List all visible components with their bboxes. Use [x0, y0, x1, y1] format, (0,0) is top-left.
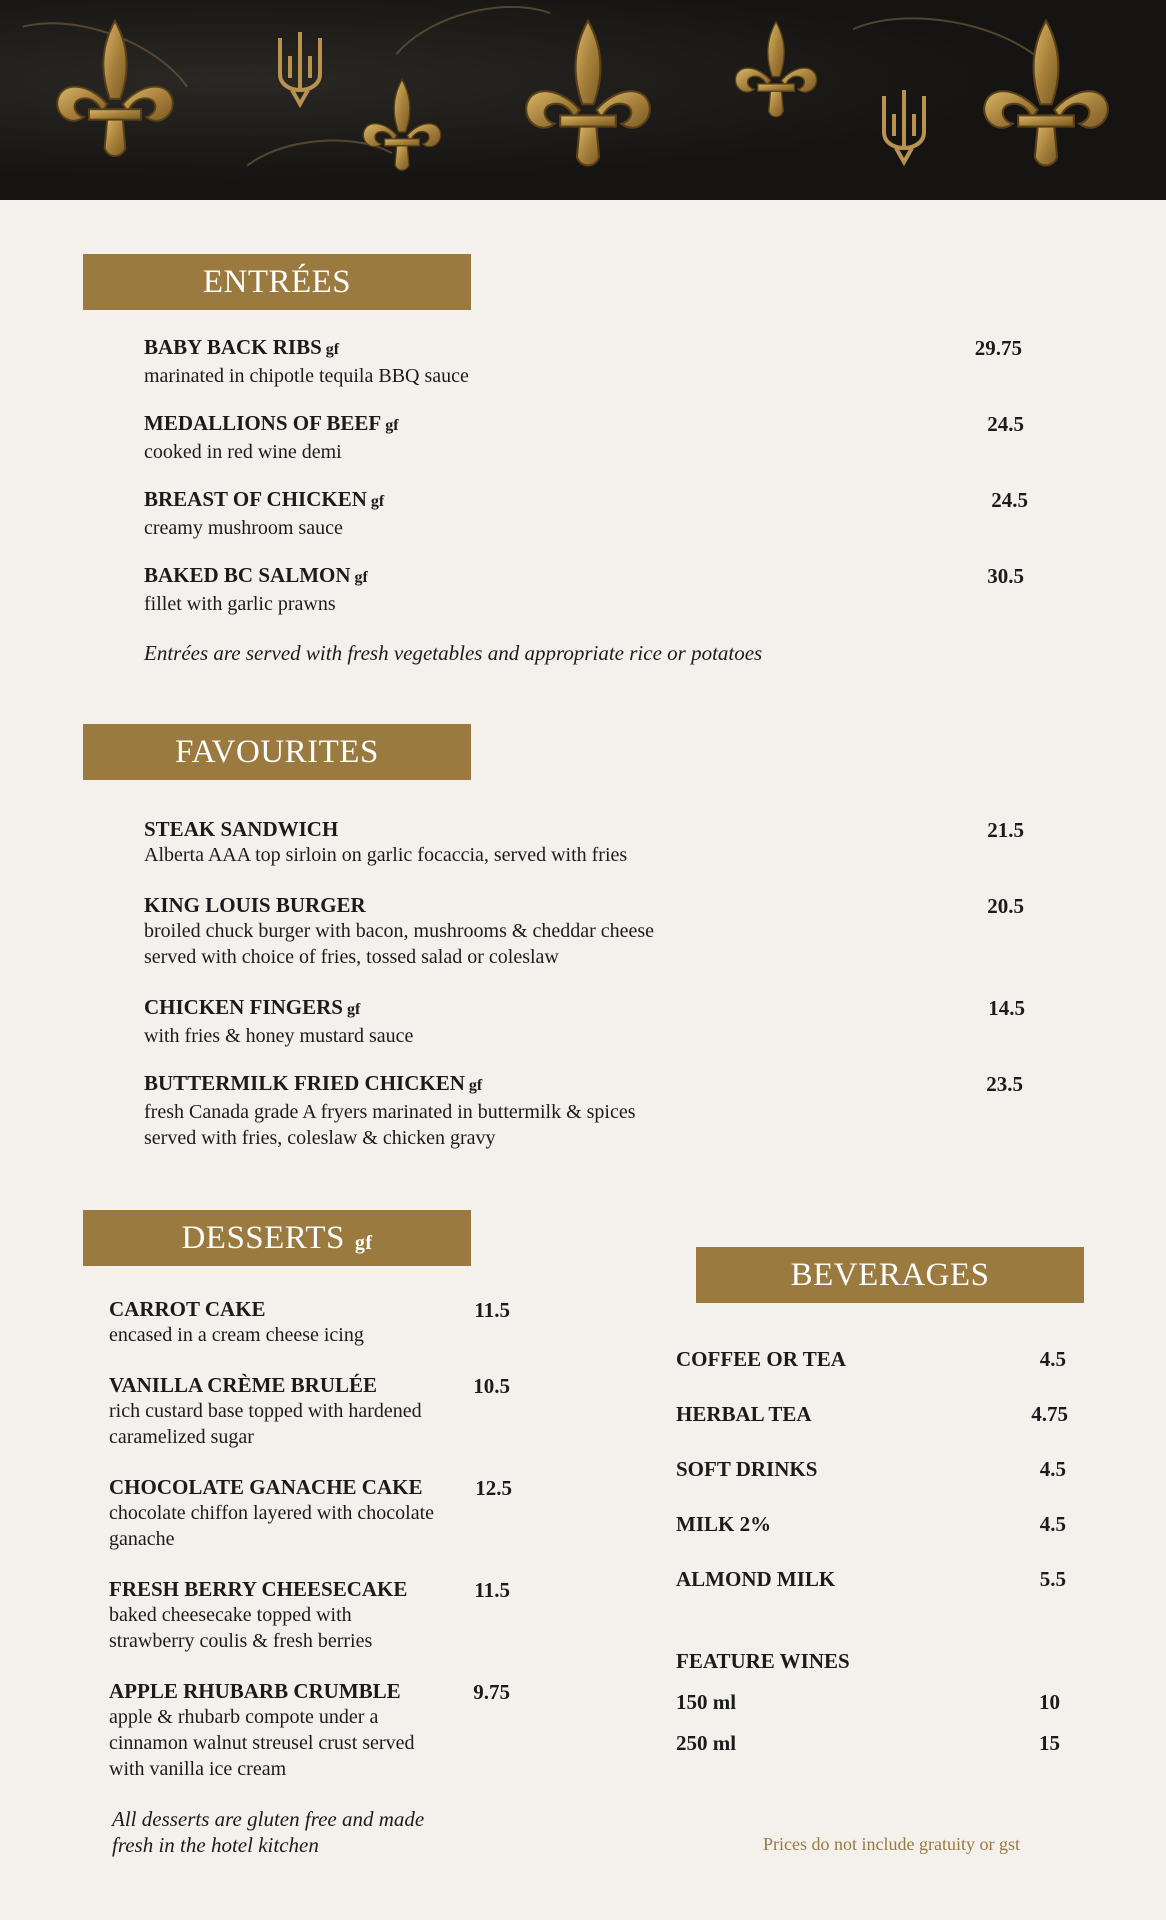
item-description: caramelized sugar [109, 1426, 254, 1448]
beverage-name: COFFEE OR TEA [676, 1347, 846, 1371]
item-price: 14.5 [988, 996, 1025, 1020]
feature-wines-title: FEATURE WINES [676, 1649, 850, 1673]
item-name: STEAK SANDWICH [144, 817, 339, 841]
menu-item [144, 892, 904, 970]
menu-item [109, 1576, 489, 1654]
beverage-name: ALMOND MILK [676, 1567, 836, 1591]
desserts-header [83, 1210, 471, 1266]
fleur-de-lis-icon [976, 18, 1116, 178]
menu-item [144, 994, 904, 1049]
item-description: cinnamon walnut streusel crust served [109, 1732, 415, 1754]
item-description: served with fries, coleslaw & chicken gravy [144, 1127, 496, 1149]
item-price: 23.5 [986, 1072, 1023, 1096]
beverage-name: SOFT DRINKS [676, 1457, 818, 1481]
wine-price: 15 [1039, 1731, 1060, 1755]
gf-tag: gf [385, 417, 399, 434]
item-name: KING LOUIS BURGER [144, 893, 366, 917]
beverage-price: 4.5 [1039, 1512, 1066, 1536]
beverage-price: 5.5 [1039, 1567, 1066, 1591]
item-description: creamy mushroom sauce [144, 517, 343, 539]
item-description: strawberry coulis & fresh berries [109, 1630, 373, 1652]
menu-item [144, 562, 844, 617]
menu-item [144, 1070, 904, 1151]
fleur-de-lis-icon [726, 20, 826, 125]
item-name: VANILLA CRÈME BRULÉE [109, 1373, 378, 1397]
item-price: 29.75 [974, 336, 1022, 360]
beverage-price: 4.5 [1039, 1347, 1066, 1371]
trident-icon [872, 86, 936, 166]
fleur-de-lis-icon [50, 18, 180, 168]
entrees-header [83, 254, 471, 310]
item-name: CARROT CAKE [109, 1297, 266, 1321]
fleur-de-lis-icon [518, 18, 658, 178]
item-description: encased in a cream cheese icing [109, 1324, 364, 1346]
item-description: chocolate chiffon layered with chocolate [109, 1502, 435, 1524]
item-price: 11.5 [474, 1298, 510, 1322]
menu-item [109, 1678, 489, 1782]
item-description: apple & rhubarb compote under a [109, 1706, 379, 1728]
fleur-de-lis-icon [352, 78, 452, 178]
item-description: cooked in red wine demi [144, 441, 342, 463]
wine-size: 150 ml [676, 1690, 737, 1714]
menu-item [109, 1474, 489, 1552]
beverage-name: HERBAL TEA [676, 1402, 812, 1426]
item-description: served with choice of fries, tossed salad or coleslaw [144, 946, 559, 968]
gf-tag: gf [354, 569, 368, 586]
item-description: fresh Canada grade A fryers marinated in buttermilk & spices [144, 1101, 636, 1123]
item-description: with vanilla ice cream [109, 1758, 287, 1780]
menu-item [144, 486, 844, 541]
item-name: BAKED BC SALMON [144, 563, 351, 587]
beverages-title: BEVERAGES [790, 1256, 990, 1293]
item-description: Alberta AAA top sirloin on garlic focaccia, served with fries [144, 844, 628, 866]
menu-item [109, 1372, 489, 1450]
menu-item [144, 334, 844, 389]
item-price: 11.5 [474, 1578, 510, 1602]
gf-tag: gf [346, 1001, 361, 1018]
item-description: broiled chuck burger with bacon, mushrooms & cheddar cheese [144, 920, 655, 942]
item-name: MEDALLIONS OF BEEF [144, 411, 382, 435]
trident-icon [268, 28, 332, 108]
wine-size: 250 ml [676, 1731, 737, 1755]
item-name: FRESH BERRY CHEESECAKE [109, 1577, 408, 1601]
item-name: BABY BACK RIBS [144, 335, 322, 359]
favourites-header [83, 724, 471, 780]
beverages-header [696, 1247, 1084, 1303]
desserts-note [112, 1806, 424, 1858]
item-description: baked cheesecake topped with [109, 1604, 352, 1626]
favourites-title: FAVOURITES [175, 733, 379, 770]
note-line: fresh in the hotel kitchen [112, 1833, 319, 1857]
item-description: with fries & honey mustard sauce [144, 1025, 414, 1047]
item-price: 24.5 [991, 488, 1028, 512]
menu-item [144, 410, 844, 465]
item-price: 10.5 [473, 1374, 510, 1398]
item-description: rich custard base topped with hardened [109, 1400, 422, 1422]
item-price: 12.5 [475, 1476, 512, 1500]
gf-tag: gf [354, 1231, 373, 1254]
item-description: marinated in chipotle tequila BBQ sauce [144, 365, 469, 387]
item-name: CHICKEN FINGERS [144, 995, 343, 1019]
item-name: BREAST OF CHICKEN [144, 487, 367, 511]
entrees-note: Entrées are served with fresh vegetables and appropriate rice or potatoes [144, 641, 763, 665]
desserts-title: DESSERTS [181, 1219, 345, 1256]
gf-tag: gf [468, 1077, 483, 1094]
beverage-name: MILK 2% [676, 1512, 772, 1536]
item-name: APPLE RHUBARB CRUMBLE [109, 1679, 401, 1703]
gf-tag: gf [325, 341, 340, 358]
header-banner [0, 0, 1166, 200]
item-name: BUTTERMILK FRIED CHICKEN [144, 1071, 465, 1095]
item-price: 20.5 [987, 894, 1024, 918]
note-line: All desserts are gluten free and made [112, 1807, 425, 1831]
entrees-title: ENTRÉES [202, 263, 352, 300]
prices-disclaimer: Prices do not include gratuity or gst [763, 1834, 1020, 1854]
item-price: 30.5 [987, 564, 1024, 588]
wine-price: 10 [1039, 1690, 1060, 1714]
gf-tag: gf [370, 493, 385, 510]
item-price: 21.5 [987, 818, 1024, 842]
menu-item [109, 1296, 489, 1348]
beverage-price: 4.5 [1039, 1457, 1066, 1481]
item-description: fillet with garlic prawns [144, 593, 336, 615]
item-price: 24.5 [987, 412, 1024, 436]
beverage-price: 4.75 [1031, 1402, 1068, 1426]
item-price: 9.75 [473, 1680, 510, 1704]
item-description: ganache [109, 1528, 175, 1550]
menu-item [144, 816, 904, 868]
item-name: CHOCOLATE GANACHE CAKE [109, 1475, 423, 1499]
